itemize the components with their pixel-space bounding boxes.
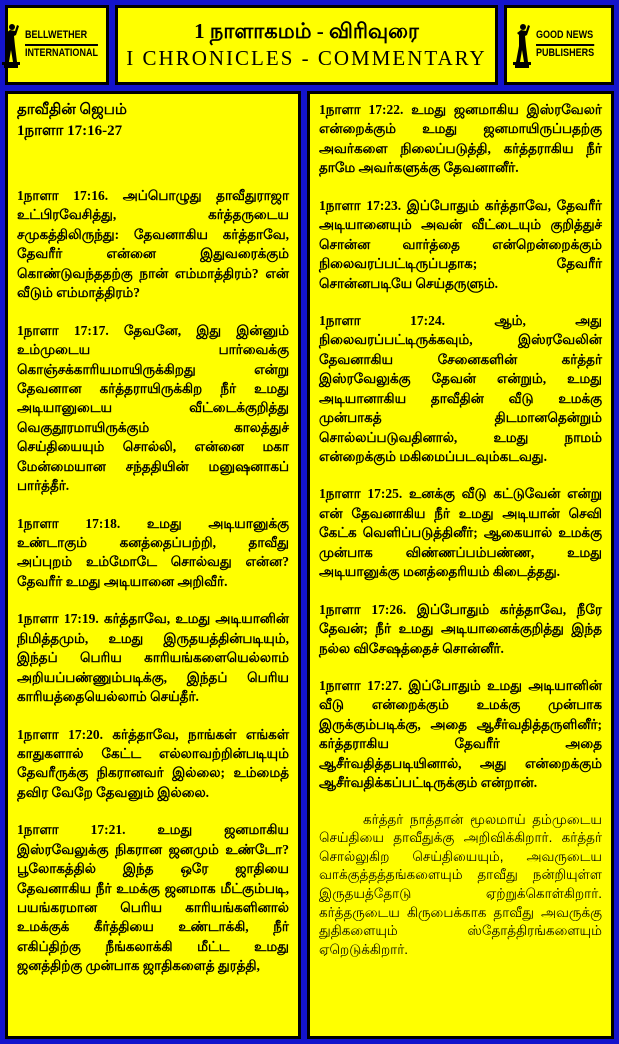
verse-paragraph: 1நாளா 17:24. ஆம், அது நிலைவரப்பட்டிருக்கவும், இஸ்ரவேலின் தேவனாகிய சேனைகளின் கர்த்தர் இஸ்ரவேலுக்கு தேவன் என்றும், உமது அடியானாகிய தாவீதின் வீடு உமக்கு முன்பாகத் திடமானதென்றும் சொல்லப்படுவதினால், உமது நாமம் என்றைக்கும் மகிமைப்படவும்கடவது. [319,312,602,464]
left-column [5,91,301,1039]
good-news-logo-line2: PUBLISHERS [535,47,594,59]
good-news-logo-text [536,28,607,62]
verse-paragraph: 1நாளா 17:21. உமது ஜனமாகிய இஸ்ரவேலுக்கு நிகரான ஜனமும் உண்டோ? பூலோகத்தில் இந்த ஒரே ஜாதியை தேவனாகிய நீர் உமக்கு ஜனமாக மீட்கும்படி, பயங்கரமான பெரிய காரியங்களினால் உமக்குக் கீர்த்தியை உண்டாக்கி, நீர் எகிப்திற்கு நீங்கலாக்கி மீட்ட உமது ஜனத்திற்கு முன்பாக ஜாதிகளைத் துரத்தி, [17,822,289,974]
bellwether-logo-line1: BELLWETHER [25,28,98,46]
section-heading [17,100,289,142]
commentary-paragraph: கர்த்தர் நாத்தான் மூலமாய் தம்முடைய செய்தியை தாவீதுக்கு அறிவிக்கிறார். கர்த்தர் சொல்லுகிற செய்தியையும், அவருடைய வாக்குத்தத்தங்களையும் தாவீது நன்றியுள்ள இருதயத்தோடு ஏற்றுக்கொள்கிறார். கர்த்தருடைய கிருபைக்காக தாவீது அவருக்கு துதிகளையும் ஸ்தோத்திரங்களையும் ஏறெடுக்கிறார். [319,811,602,957]
title-english: I CHRONICLES - COMMENTARY [126,46,487,70]
verse-paragraph: 1நாளா 17:26. இப்போதும் கர்த்தாவே, நீரே தேவன்; நீர் உமது அடியானைக்குறித்து இந்த நல்ல விசேஷத்தைச் சொன்னீர். [319,601,602,656]
verse-paragraph: 1நாளா 17:25. உனக்கு வீடு கட்டுவேன் என்று என் தேவனாகிய நீர் உமது அடியான் செவி கேட்க வெளிப்படுத்தினீர்; ஆகையால் உமக்கு முன்பாக விண்ணப்பம்பண்ண, உமது அடியானுக்கு மனத்தைரியம் கிடைத்தது. [319,486,602,580]
verse-paragraph: 1நாளா 17:27. இப்போதும் உமது அடியானின் வீடு என்றைக்கும் உமக்கு முன்பாக இருக்கும்படிக்கு, அதை ஆசீர்வதித்தருளினீர்; கர்த்தராகிய தேவரீர் அதை ஆசீர்வதித்தபடியினால், அது என்றைக்கும் ஆசீர்வதிக்கப்பட்டிருக்கும் என்றான். [319,677,602,791]
content [5,91,614,1039]
verse-paragraph: 1நாளா 17:22. உமது ஜனமாகிய இஸ்ரவேலர் என்றைக்கும் உமது ஜனமாயிருப்பதற்கு அவர்களை நிலைப்படுத்தி, கர்த்தராகிய நீர் தாமே அவர்களுக்கு தேவனானீர். [319,102,602,176]
section-heading-title: தாவீதின் ஜெபம் [17,102,127,118]
header [5,5,614,85]
right-column [307,91,614,1039]
verse-paragraph: 1நாளா 17:19. கர்த்தாவே, உமது அடியானின் நிமித்தமும், உமது இருதயத்தின்படியும், இந்தப் பெரிய காரியங்களையெல்லாம் அறியப்பண்ணும்படிக்கு, இந்தப் பெரிய காரியத்தையெல்லாம் செய்தீர். [17,611,289,705]
title-tamil: 1 நாளாகமம் - விரிவுரை [194,18,419,43]
statue-icon [1,22,21,68]
statue-icon [512,22,532,68]
good-news-logo-line1: GOOD NEWS [536,28,594,46]
verse-paragraph: 1நாளா 17:18. உமது அடியானுக்கு உண்டாகும் கனத்தைப்பற்றி, தாவீது அப்புறம் உம்மோடே சொல்வது என்ன? தேவரீர் உமது அடியானை அறிவீர். [17,515,289,589]
bellwether-logo [5,5,109,85]
verse-paragraph: 1நாளா 17:20. கர்த்தாவே, நாங்கள் எங்கள் காதுகளால் கேட்ட எல்லாவற்றின்படியும் தேவரீருக்கு நிகரானவர் இல்லை; உம்மைத் தவிர வேறே தேவனும் இல்லை. [17,726,289,800]
verse-paragraph: 1நாளா 17:16. அப்பொழுது தாவீதுராஜா உட்பிரவேசித்து, கர்த்தருடைய சமுகத்திலிருந்து: தேவனாகிய கர்த்தாவே, தேவரீர் என்னை இதுவரைக்கும் கொண்டுவந்ததற்கு நான் எம்மாத்திரம்? என் வீடும் எம்மாத்திரம்? [17,188,289,301]
verse-paragraph: 1நாளா 17:23. இப்போதும் கர்த்தாவே, தேவரீர் அடியானையும் அவன் வீட்டையும் குறித்துச் சொன்ன வார்த்தை என்றென்றைக்கும் நிலைவரப்பட்டிருப்பதாக; தேவரீர் சொன்னபடியே செய்தருளும். [319,197,602,291]
good-news-publishers-logo [504,5,614,85]
page-title [115,5,498,85]
bellwether-logo-text [25,28,114,62]
bellwether-logo-line2: INTERNATIONAL [24,47,98,59]
section-heading-reference: 1நாளா 17:16-27 [17,123,123,139]
verse-paragraph: 1நாளா 17:17. தேவனே, இது இன்னும் உம்முடைய பார்வைக்கு கொஞ்சக்காரியமாயிருக்கிறது என்று தேவனான கர்த்தராயிருக்கிற நீர் உமது அடியானுடைய வீட்டைக்குறித்து வெகுதூரமாயிருக்கும் காலத்துச் செய்தியையும் சொல்லி, என்னை மகா மேன்மையான சந்ததியின் மனுஷனாகப் பார்த்தீர். [17,322,289,494]
